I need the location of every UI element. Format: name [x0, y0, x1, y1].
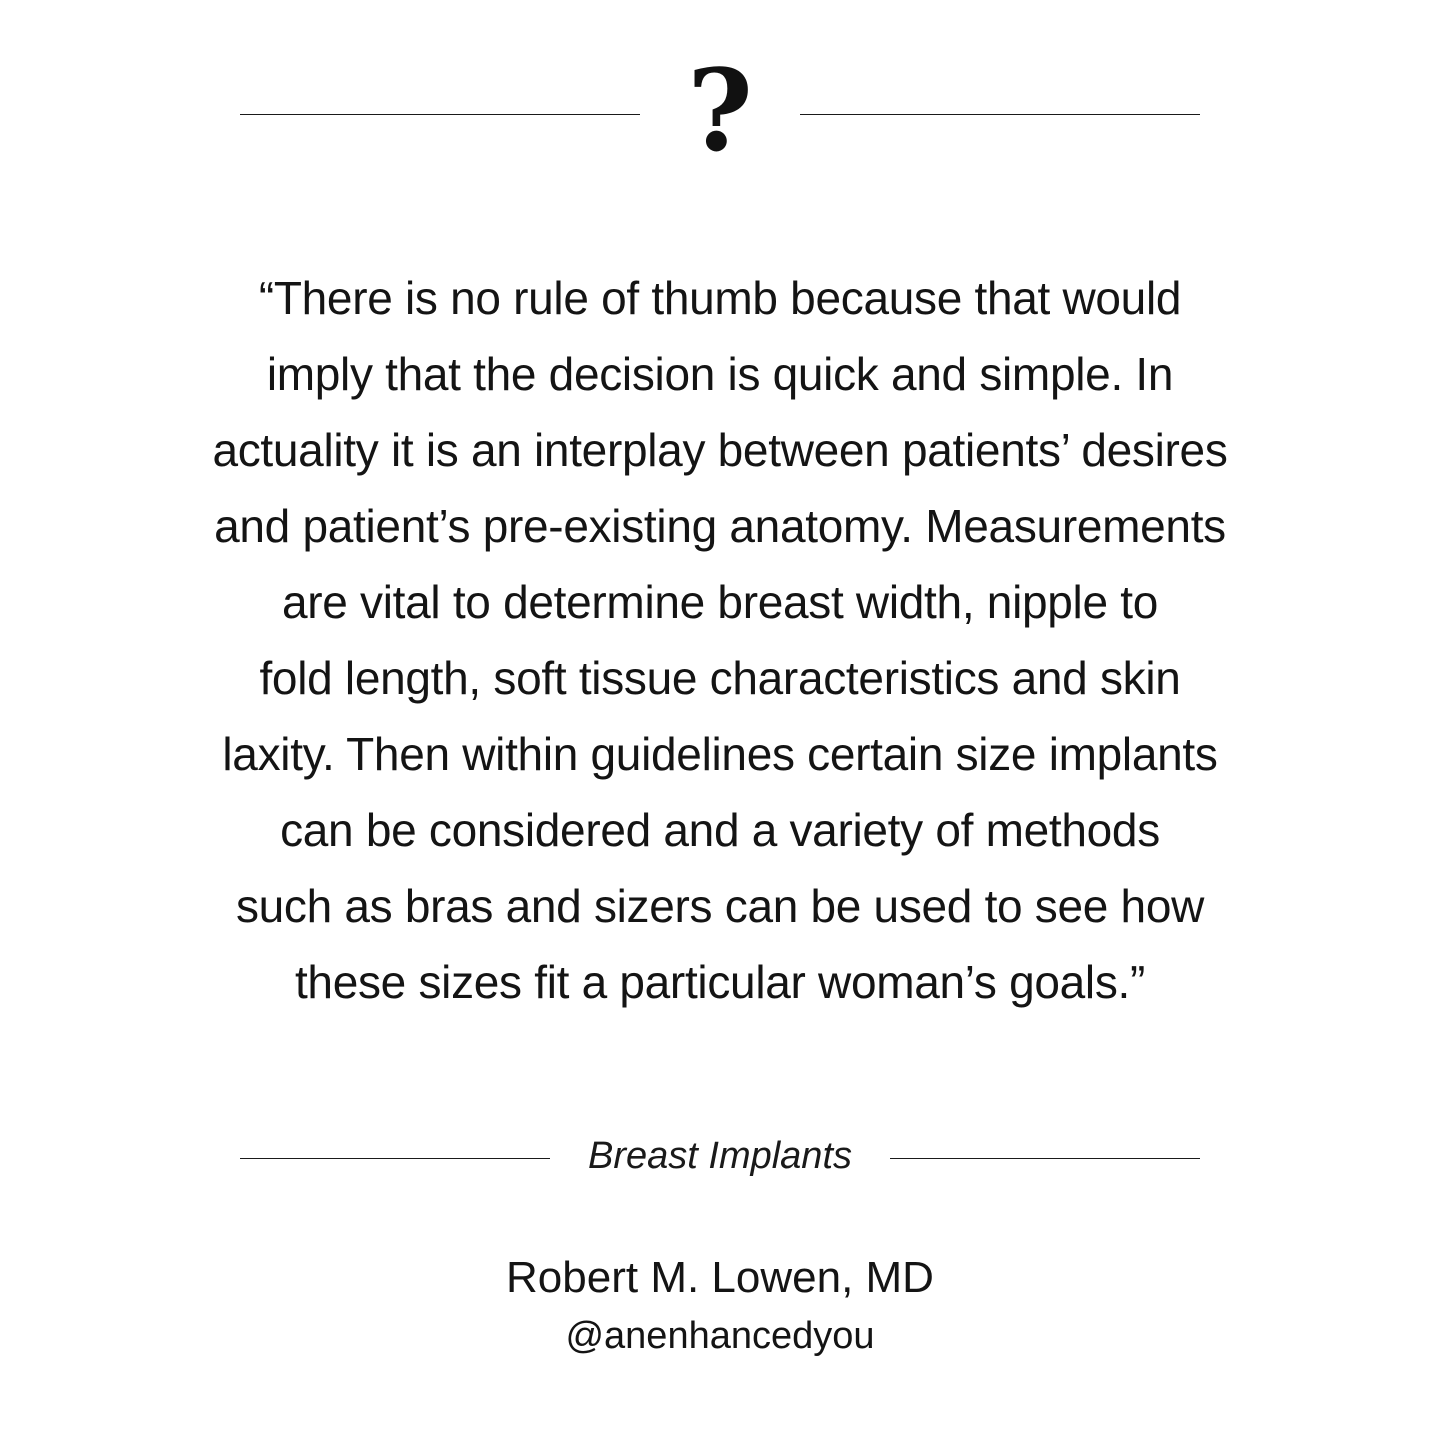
category-divider-left: [240, 1158, 550, 1159]
quote-line: these sizes fit a particular woman’s goals.”: [294, 956, 1146, 1008]
top-divider-left: [240, 114, 640, 115]
social-handle: @anenhancedyou: [565, 1315, 875, 1357]
quote-line: and patient’s pre-existing anatomy. Measurements: [214, 500, 1226, 552]
quote-line: laxity. Then within guidelines certain size implants: [222, 728, 1218, 780]
question-mark-icon: ?: [687, 46, 753, 177]
quote-line: “There is no rule of thumb because that would: [258, 272, 1182, 324]
quote-line: such as bras and sizers can be used to see how: [235, 880, 1205, 932]
top-divider-right: [800, 114, 1200, 115]
quote-line: are vital to determine breast width, nipple to: [281, 576, 1158, 628]
quote-line: fold length, soft tissue characteristics and skin: [259, 652, 1181, 704]
category-divider-right: [890, 1158, 1200, 1159]
quote-line: imply that the decision is quick and simple. In: [266, 348, 1174, 400]
category-label: Breast Implants: [588, 1135, 852, 1177]
quote-line: can be considered and a variety of methods: [280, 804, 1160, 856]
quote-line: actuality it is an interplay between patients’ desires: [212, 424, 1228, 476]
author-name: Robert M. Lowen, MD: [506, 1253, 934, 1302]
quote-text: [120, 260, 1320, 1020]
